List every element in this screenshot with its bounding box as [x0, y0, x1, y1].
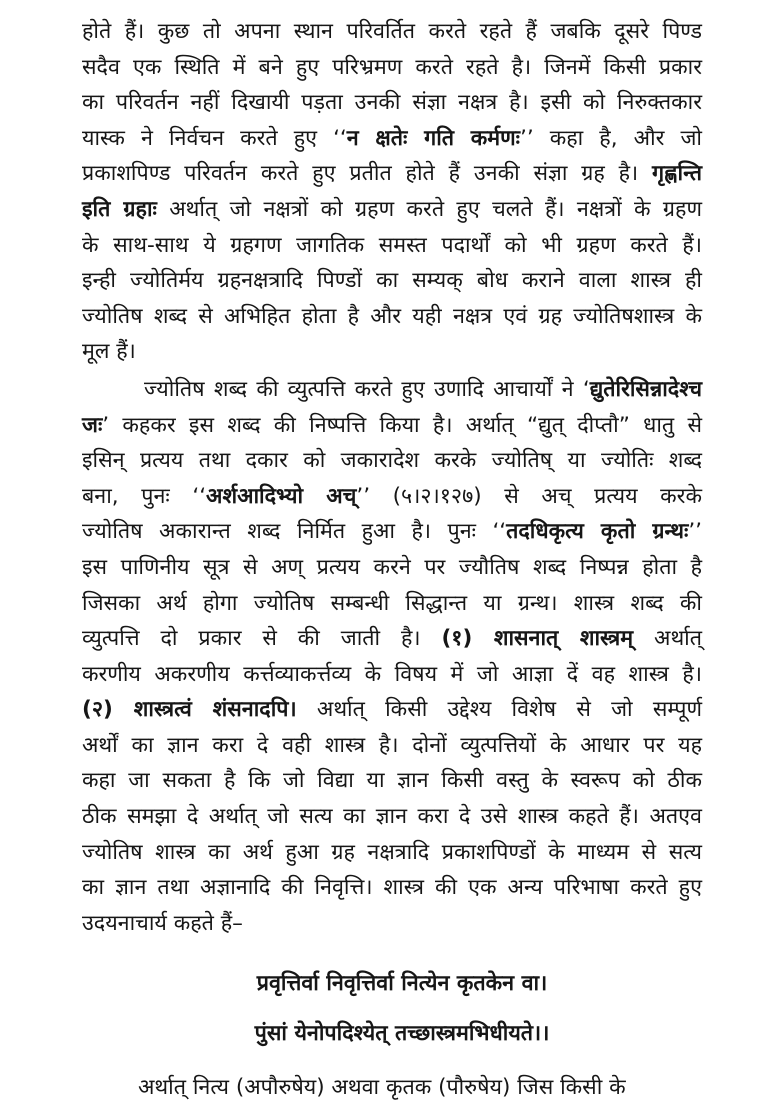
text-line	[82, 514, 702, 550]
bold-term: इति ग्रहाः	[82, 196, 157, 222]
text-line	[82, 835, 702, 871]
text-segment: ज्योतिष अकारान्त शब्द निर्मित हुआ है। पुनः ‘‘	[82, 519, 507, 545]
text-line	[82, 299, 702, 335]
text-line	[82, 550, 702, 586]
text-segment: सदैव एक स्थिति में बने हुए परिभ्रमण करते रहते है। जिनमें किसी प्रकार	[82, 54, 702, 80]
text-segment: प्रकाशपिण्ड परिवर्तन करते हुए प्रतीत होते हैं उनकी संज्ञा ग्रह है।	[82, 161, 653, 187]
paragraph	[82, 14, 702, 370]
text-segment: इस पाणिनीय सूत्र से अण् प्रत्यय करने पर ज्यौतिष शब्द निष्पन्न होता है	[82, 554, 702, 580]
text-line	[82, 334, 702, 370]
bold-term: गृह्णन्ति	[652, 161, 702, 187]
text-segment: इन्ही ज्योतिर्मय ग्रहनक्षत्रादि पिण्डों का सम्यक् बोध कराने वाला शास्त्र ही	[82, 268, 702, 294]
text-segment: करणीय अकरणीय कर्त्तव्याकर्त्तव्य के विषय में जो आज्ञा दें वह शास्त्र है।	[82, 661, 702, 687]
text-segment: ज्योतिष शब्द की व्युत्पत्ति करते हुए उणादि आचार्यों ने ‘	[144, 376, 590, 402]
text-segment: अर्थात् जो नक्षत्रों को ग्रहण करते हुए चलते हैं। नक्षत्रों के ग्रहण	[156, 196, 702, 222]
text-segment: होते हैं। कुछ तो अपना स्थान परिवर्तित करते रहते हैं जबकि दूसरे पिण्ड	[82, 19, 702, 44]
text-line	[82, 692, 702, 728]
text-line	[82, 85, 702, 121]
text-line: अर्थात् नित्य (अपौरुषेय) अथवा कृतक (पौरुषेय) जिस किसी के	[138, 1075, 626, 1101]
text-segment: ’’ कहा है, और जो	[520, 125, 702, 151]
text-line	[82, 192, 702, 228]
text-line	[82, 156, 702, 192]
bold-term: द्युतेरिसिन्नादेश्च	[589, 376, 702, 402]
bold-term: तदधिकृत्य कृतो ग्रन्थः	[506, 519, 689, 545]
text-line	[82, 728, 702, 764]
text-line	[82, 621, 702, 657]
bold-term: (२) शास्त्रत्वं शंसनादपि।	[82, 697, 297, 723]
text-segment: ’ कहकर इस शब्द की निष्पत्ति किया है। अर्थात् “द्युत् दीप्तौ” धातु से	[102, 412, 702, 438]
bold-term: न क्षतेः गति कर्मणः	[346, 125, 521, 151]
text-segment: ज्योतिष शास्त्र का अर्थ हुआ ग्रह नक्षत्रादि प्रकाशपिण्डों के माध्यम से सत्य	[82, 839, 702, 865]
paragraph	[82, 372, 702, 942]
verse-line: पुंसां येनोपदिश्येत् तच्छास्त्रमभिधीयते।।	[254, 1021, 550, 1047]
text-segment: के साथ-साथ ये ग्रहगण जागतिक समस्त पदार्थों को भी ग्रहण करते हैं।	[82, 232, 702, 258]
text-segment: जिसका अर्थ होगा ज्योतिष सम्बन्धी सिद्धान्त या ग्रन्थ। शास्त्र शब्द की	[82, 590, 702, 616]
verse-line: प्रवृत्तिर्वा निवृत्तिर्वा नित्येन कृतकेन वा।	[256, 971, 548, 997]
text-segment: बना, पुनः ‘‘	[82, 483, 207, 509]
text-segment: व्युत्पत्ति दो प्रकार से की जाती है।	[82, 626, 442, 652]
text-segment: ’’	[688, 519, 703, 545]
text-line	[82, 228, 702, 264]
text-line	[82, 586, 702, 622]
bold-term: जः	[82, 412, 103, 438]
text-segment: अर्थात्	[633, 626, 703, 652]
text-segment: का ज्ञान तथा अज्ञानादि की निवृत्ति। शास्त्र की एक अन्य परिभाषा करते हुए	[82, 875, 702, 901]
bold-term: अर्शआदिभ्यो अच्	[206, 483, 357, 509]
text-segment: इसिन् प्रत्यय तथा दकार को जकारादेश करके ज्योतिष् या ज्योतिः शब्द	[82, 448, 702, 474]
bold-term: (१) शासनात् शास्त्रम्	[441, 626, 634, 652]
text-segment: अर्थात् किसी उद्देश्य विशेष से जो सम्पूर्ण	[296, 697, 702, 723]
text-line	[82, 799, 702, 835]
text-segment: ज्योतिष शब्द से अभिहित होता है और यही नक्षत्र एवं ग्रह ज्योतिषशास्त्र के	[82, 303, 702, 329]
text-line	[82, 372, 702, 408]
text-segment: उदयनाचार्य कहते हैं–	[82, 910, 243, 936]
text-line	[82, 870, 702, 906]
text-segment: ठीक समझा दे अर्थात् जो सत्य का ज्ञान करा दे उसे शास्त्र कहते हैं। अतएव	[82, 804, 702, 830]
text-segment: ’’ (५।२।१२७) से अच् प्रत्यय करके	[356, 483, 702, 509]
text-line	[82, 657, 702, 693]
text-line	[82, 443, 702, 479]
text-segment: अर्थों का ज्ञान करा दे वही शास्त्र है। दोनों व्युत्पत्तियों के आधार पर यह	[82, 732, 702, 758]
text-segment: मूल हैं।	[82, 339, 136, 365]
text-line	[82, 14, 702, 50]
text-line	[82, 763, 702, 799]
text-line	[82, 408, 702, 444]
document-page	[82, 14, 702, 1113]
text-line	[82, 263, 702, 299]
text-line	[82, 121, 702, 157]
text-line	[82, 906, 702, 942]
text-line	[82, 479, 702, 515]
text-segment: यास्क ने निर्वचन करते हुए ‘‘	[82, 125, 347, 151]
text-segment: का परिवर्तन नहीं दिखायी पड़ता उनकी संज्ञा नक्षत्र है। इसी को निरुक्तकार	[82, 90, 702, 116]
text-line	[82, 50, 702, 86]
text-segment: कहा जा सकता है कि जो विद्या या ज्ञान किसी वस्तु के स्वरूप को ठीक	[82, 768, 702, 794]
